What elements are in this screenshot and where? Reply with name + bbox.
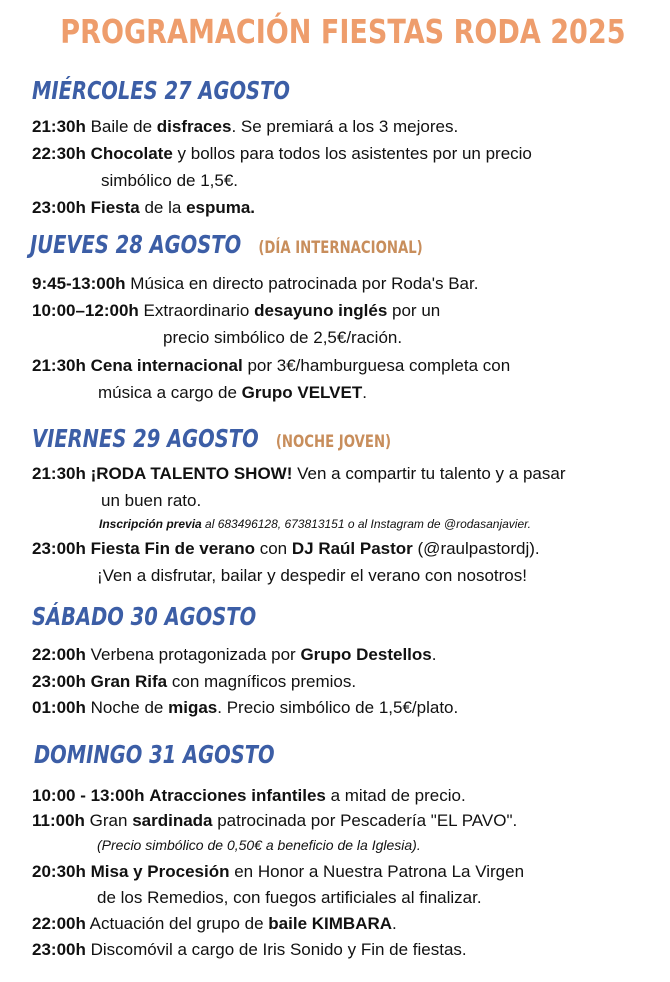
event-line: 22:30h Chocolate y bollos para todos los asistentes por un precio	[32, 144, 532, 163]
event-line: 23:00h Fiesta de la espuma.	[32, 198, 256, 217]
day-name: SÁBADO 30 AGOSTO	[32, 602, 257, 631]
event-line-continuation: de los Remedios, con fuegos artificiales al finalizar.	[97, 888, 482, 907]
event-line: 11:00h Gran sardinada patrocinada por Pescadería "EL PAVO".	[32, 811, 518, 830]
day-heading-jueves	[30, 230, 423, 259]
event-line: 9:45-13:00h Música en directo patrocinada por Roda's Bar.	[32, 274, 479, 293]
page-title: PROGRAMACIÓN FIESTAS RODA 2025	[60, 12, 626, 51]
day-name: DOMINGO 31 AGOSTO	[34, 740, 275, 769]
day-heading-sabado	[32, 602, 256, 631]
day-tag: (NOCHE JOVEN)	[275, 432, 392, 452]
event-line: 22:00h Actuación del grupo de baile KIMBARA.	[32, 914, 397, 933]
event-line-continuation: ¡Ven a disfrutar, bailar y despedir el verano con nosotros!	[97, 566, 527, 585]
event-line: 21:30h ¡RODA TALENTO SHOW! Ven a compartir tu talento y a pasar	[32, 464, 566, 483]
event-line-continuation: un buen rato.	[101, 491, 202, 510]
event-line: 10:00 - 13:00h Atracciones infantiles a mitad de precio.	[32, 786, 466, 805]
event-line: 23:00h Discomóvil a cargo de Iris Sonido y Fin de fiestas.	[32, 940, 467, 959]
day-heading-miercoles	[32, 76, 290, 105]
registration-note: Inscripción previa al 683496128, 673813151 o al Instagram de @rodasanjavier.	[99, 517, 532, 531]
event-line-continuation: precio simbólico de 2,5€/ración.	[163, 328, 403, 347]
day-heading-domingo	[34, 740, 275, 769]
event-line: 23:00h Fiesta Fin de verano con DJ Raúl Pastor (@raulpastordj).	[32, 539, 540, 558]
event-line: 20:30h Misa y Procesión en Honor a Nuestra Patrona La Virgen	[32, 862, 525, 881]
event-line: 22:00h Verbena protagonizada por Grupo Destellos.	[32, 645, 437, 664]
day-name: JUEVES 28 AGOSTO	[30, 230, 242, 259]
price-note: (Precio simbólico de 0,50€ a beneficio de la Iglesia).	[97, 837, 421, 853]
event-line: 21:30h Baile de disfraces. Se premiará a los 3 mejores.	[32, 117, 459, 136]
event-line: 10:00–12:00h Extraordinario desayuno inglés por un	[32, 301, 441, 320]
event-line-continuation: simbólico de 1,5€.	[101, 171, 239, 190]
event-line: 21:30h Cena internacional por 3€/hamburguesa completa con	[32, 356, 511, 375]
day-heading-viernes	[32, 424, 391, 453]
day-name: VIERNES 29 AGOSTO	[32, 424, 259, 453]
day-name: MIÉRCOLES 27 AGOSTO	[32, 76, 290, 105]
day-tag: (DÍA INTERNACIONAL)	[258, 238, 423, 258]
event-line: 23:00h Gran Rifa con magníficos premios.	[32, 672, 357, 691]
event-line: 01:00h Noche de migas. Precio simbólico de 1,5€/plato.	[32, 698, 459, 717]
event-line-continuation: música a cargo de Grupo VELVET.	[98, 383, 367, 402]
